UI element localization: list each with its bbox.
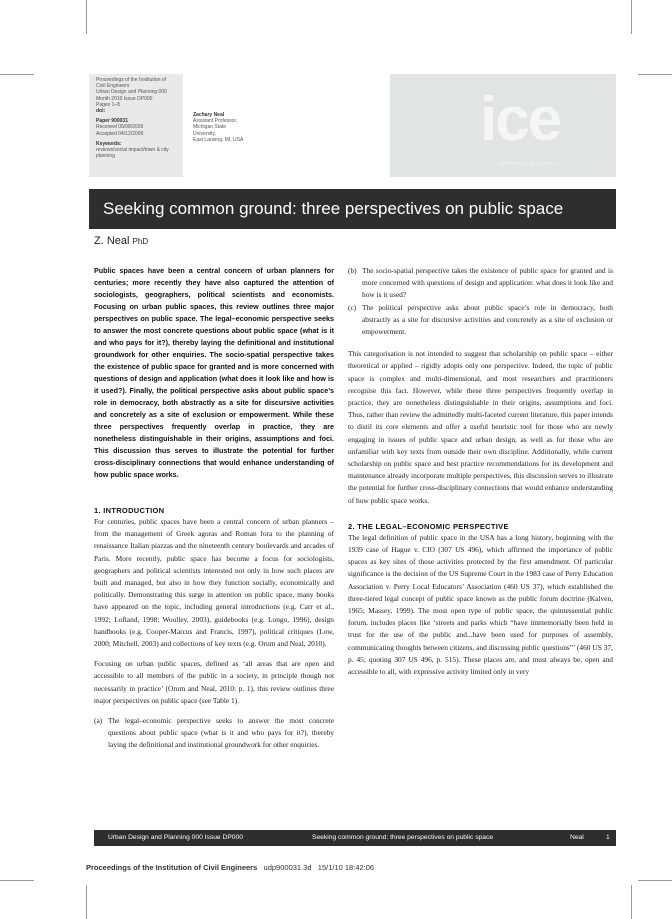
- slug-datetime: 15/1/10 18:42:06: [317, 863, 375, 872]
- page-number: 1: [606, 834, 610, 841]
- author-info-line: University,: [193, 130, 216, 137]
- received-date: Received 05/08/2009: [96, 124, 144, 131]
- crop-mark: [86, 885, 87, 919]
- pub-line: Urban Design and Planning 000: [96, 89, 167, 96]
- paragraph: This categorisation is not intended to suggest that scholarship on public space – either theoretical or applied – rigidly adopts only one perspective. Indeed, the topic of public space is complex and multi-dimensional, and most researchers and practitioners recognise this fact. However, while these three perspectives frequently overlap in practice, they are nonetheless distinguishable in their origins, assumptions and foci. Thus, rather than review the admittedly multi-faceted current literature, this paper intends to distil its core elements and offer a useful heuristic tool for those who are newly engaging in issues of public space and urban design, as well as for those who are unfamiliar with key texts from outside their own discipline. Additionally, while current scholarship on public space and best practice recommendations for its development and maintenance already incorporate multiple perspectives, this discussion serves to illustrate the potential for further cross-disciplinary connections that would enhance understanding of how public space works.: [348, 349, 613, 505]
- section-heading: 1. INTRODUCTION: [94, 506, 165, 515]
- pub-line: Month 2010 Issue DP000: [96, 95, 153, 102]
- paper-number: Paper 900031: [96, 118, 128, 125]
- crop-mark: [638, 880, 672, 881]
- author-degree: PhD: [132, 237, 149, 246]
- crop-mark: [638, 74, 672, 75]
- list-text: The political perspective asks about public space’s role in democracy, both abstractly as a site for discursive activities and concretely as a site of exclusion or empowerment.: [362, 302, 613, 337]
- list-label: (a): [94, 716, 103, 726]
- list-label: (b): [348, 266, 357, 275]
- list-item: [348, 265, 613, 302]
- accepted-date: Accepted 04/12/2009: [96, 130, 144, 137]
- author-affiliation: [193, 112, 243, 143]
- keywords: planning: [96, 153, 115, 160]
- paragraph: Focusing on urban public spaces, defined as ‘all areas that are open and accessible to all members of the public in a society, in principle though not necessarily in practice’ (Orum and Neal, 2010: p. 1), this review outlines three major perspectives on public space (see Table 1).: [94, 659, 334, 705]
- author-byline: [94, 235, 148, 247]
- author-info-line: East Lansing, MI, USA: [193, 136, 244, 143]
- list-item: [348, 302, 613, 339]
- footer-journal: Urban Design and Planning 000 Issue DP000: [108, 834, 243, 841]
- abstract: Public spaces have been a central concern of urban planners for centuries; more recently they have also captured the attention of sociologists, geographers, political scientists and economists. Focusing on urban public spaces, this review outlines three major perspectives on public space. The legal–economic perspective seeks to answer the most concrete questions about public space (what is it and who pays for it?), thereby laying the definitional and institutional groundwork for other enquiries. The socio-spatial perspective takes the existence of public space for granted and is more concerned with questions of design and application (what does it look like and how is it used?). Finally, the political perspective asks about public space’s role in democracy, both abstractly as a site for discursive activities and concretely as a site of exclusion or empowerment. While these three perspectives frequently overlap in practice, they are nonetheless distinguishable in their origins, assumptions and foci. This discussion thus serves to illustrate the potential for further cross-disciplinary connections that would enhance understanding of how public space works.: [94, 266, 334, 479]
- list-text: The socio-spatial perspective takes the existence of public space for granted and is more concerned with questions of design and application: what does it look like and how is it used?: [362, 266, 613, 300]
- author-info-line: Assistant Professor,: [193, 118, 238, 125]
- list-item: [94, 715, 334, 752]
- crop-mark: [0, 74, 34, 75]
- crop-mark: [631, 0, 632, 34]
- list-text: The legal–economic perspective seeks to answer the most concrete questions about public space (what is it and who pays for it?), thereby laying the definitional and institutional groundwork for other enquiries.: [108, 716, 334, 750]
- author-name: Z. Neal: [94, 235, 130, 247]
- author-info-line: Zachary Neal: [193, 112, 225, 118]
- pub-line: Civil Engineers: [96, 83, 130, 90]
- crop-mark: [631, 885, 632, 919]
- slug-file: udp900031.3d: [263, 863, 312, 872]
- author-info-line: Michigan State: [193, 124, 227, 131]
- keywords-label: Keywords:: [96, 140, 122, 147]
- paper-title: Seeking common ground: three perspectives on public space: [103, 199, 564, 218]
- section-heading: 2. THE LEGAL–ECONOMIC PERSPECTIVE: [348, 521, 509, 531]
- running-footer: [94, 830, 616, 846]
- ice-logo: [390, 74, 616, 177]
- paragraph: For centuries, public spaces have been a central concern of urban planners – from the management of Greek agoras and Roman fora to the planning of renaissance Italian piazzas and the nineteenth century boulevards and arcades of Paris. More recently, public space has become a focus for sociologists, geographers and political scientists interested not only in how such places are built and managed, but also in how they function socially, economically and politically. Demonstrating this surge in attention on public space, many books have appeared on the topic, including general introductions (e.g. Carr et al., 1992; Lofland, 1998; Woolley, 2003), guidebooks (e.g. Longo, 1996), design handbooks (e.g. Cooper-Marcus and Francis, 1997), political critiques (Low, 2000; Mitchell, 2003) and collections of key texts (e.g. Orum and Neal, 2010).: [94, 517, 334, 649]
- pub-line: Pages 1–8: [96, 101, 120, 108]
- crop-mark: [86, 0, 87, 34]
- pub-line: Proceedings of the Institution of: [96, 77, 167, 83]
- paragraph: The legal definition of public space in the USA has a long history, beginning with the 1939 case of Hague v. CIO (307 US 496), which affirmed the importance of public spaces as key sites of those activities protected by the first amendment. Of particular significance is the decision of the US Supreme Court in the 1983 case of Perry Education Association v. Perry Local Educators’ Association (460 US 37), which established the three-tiered legal concept of public space known as the public forum doctrine (Kalven, 1965; Massey, 1999). The most open type of public space, the quintessential public forum, includes places like ‘streets and parks which “have immemorially been held in trust for the use of the public and...have been used for purposes of assembly, communicating thoughts between citizens, and discussing public questions”’ (460 US 37, p. 45; quoting 307 US 496, p. 515). These places are, and must always be, open and accessible to all, with expressive activity limited only in very: [348, 532, 613, 677]
- print-slug: [86, 863, 374, 872]
- title-bar: [89, 189, 616, 229]
- footer-running-title: Seeking common ground: three perspectives on public space: [312, 834, 494, 841]
- pub-line: doi:: [96, 108, 106, 115]
- list-label: (c): [348, 302, 357, 312]
- left-column: [94, 265, 334, 752]
- slug-proceedings: Proceedings of the Institution of Civil Engineers: [86, 863, 258, 872]
- right-column: [348, 265, 613, 678]
- publication-info: [96, 77, 169, 159]
- crop-mark: [0, 880, 34, 881]
- ice-logo-text: ice: [480, 85, 561, 154]
- footer-author: Neal: [570, 834, 584, 841]
- ice-logo-tagline: institution of civil engineers: [498, 161, 558, 167]
- keywords: reviews/social impact/town & city: [96, 147, 169, 154]
